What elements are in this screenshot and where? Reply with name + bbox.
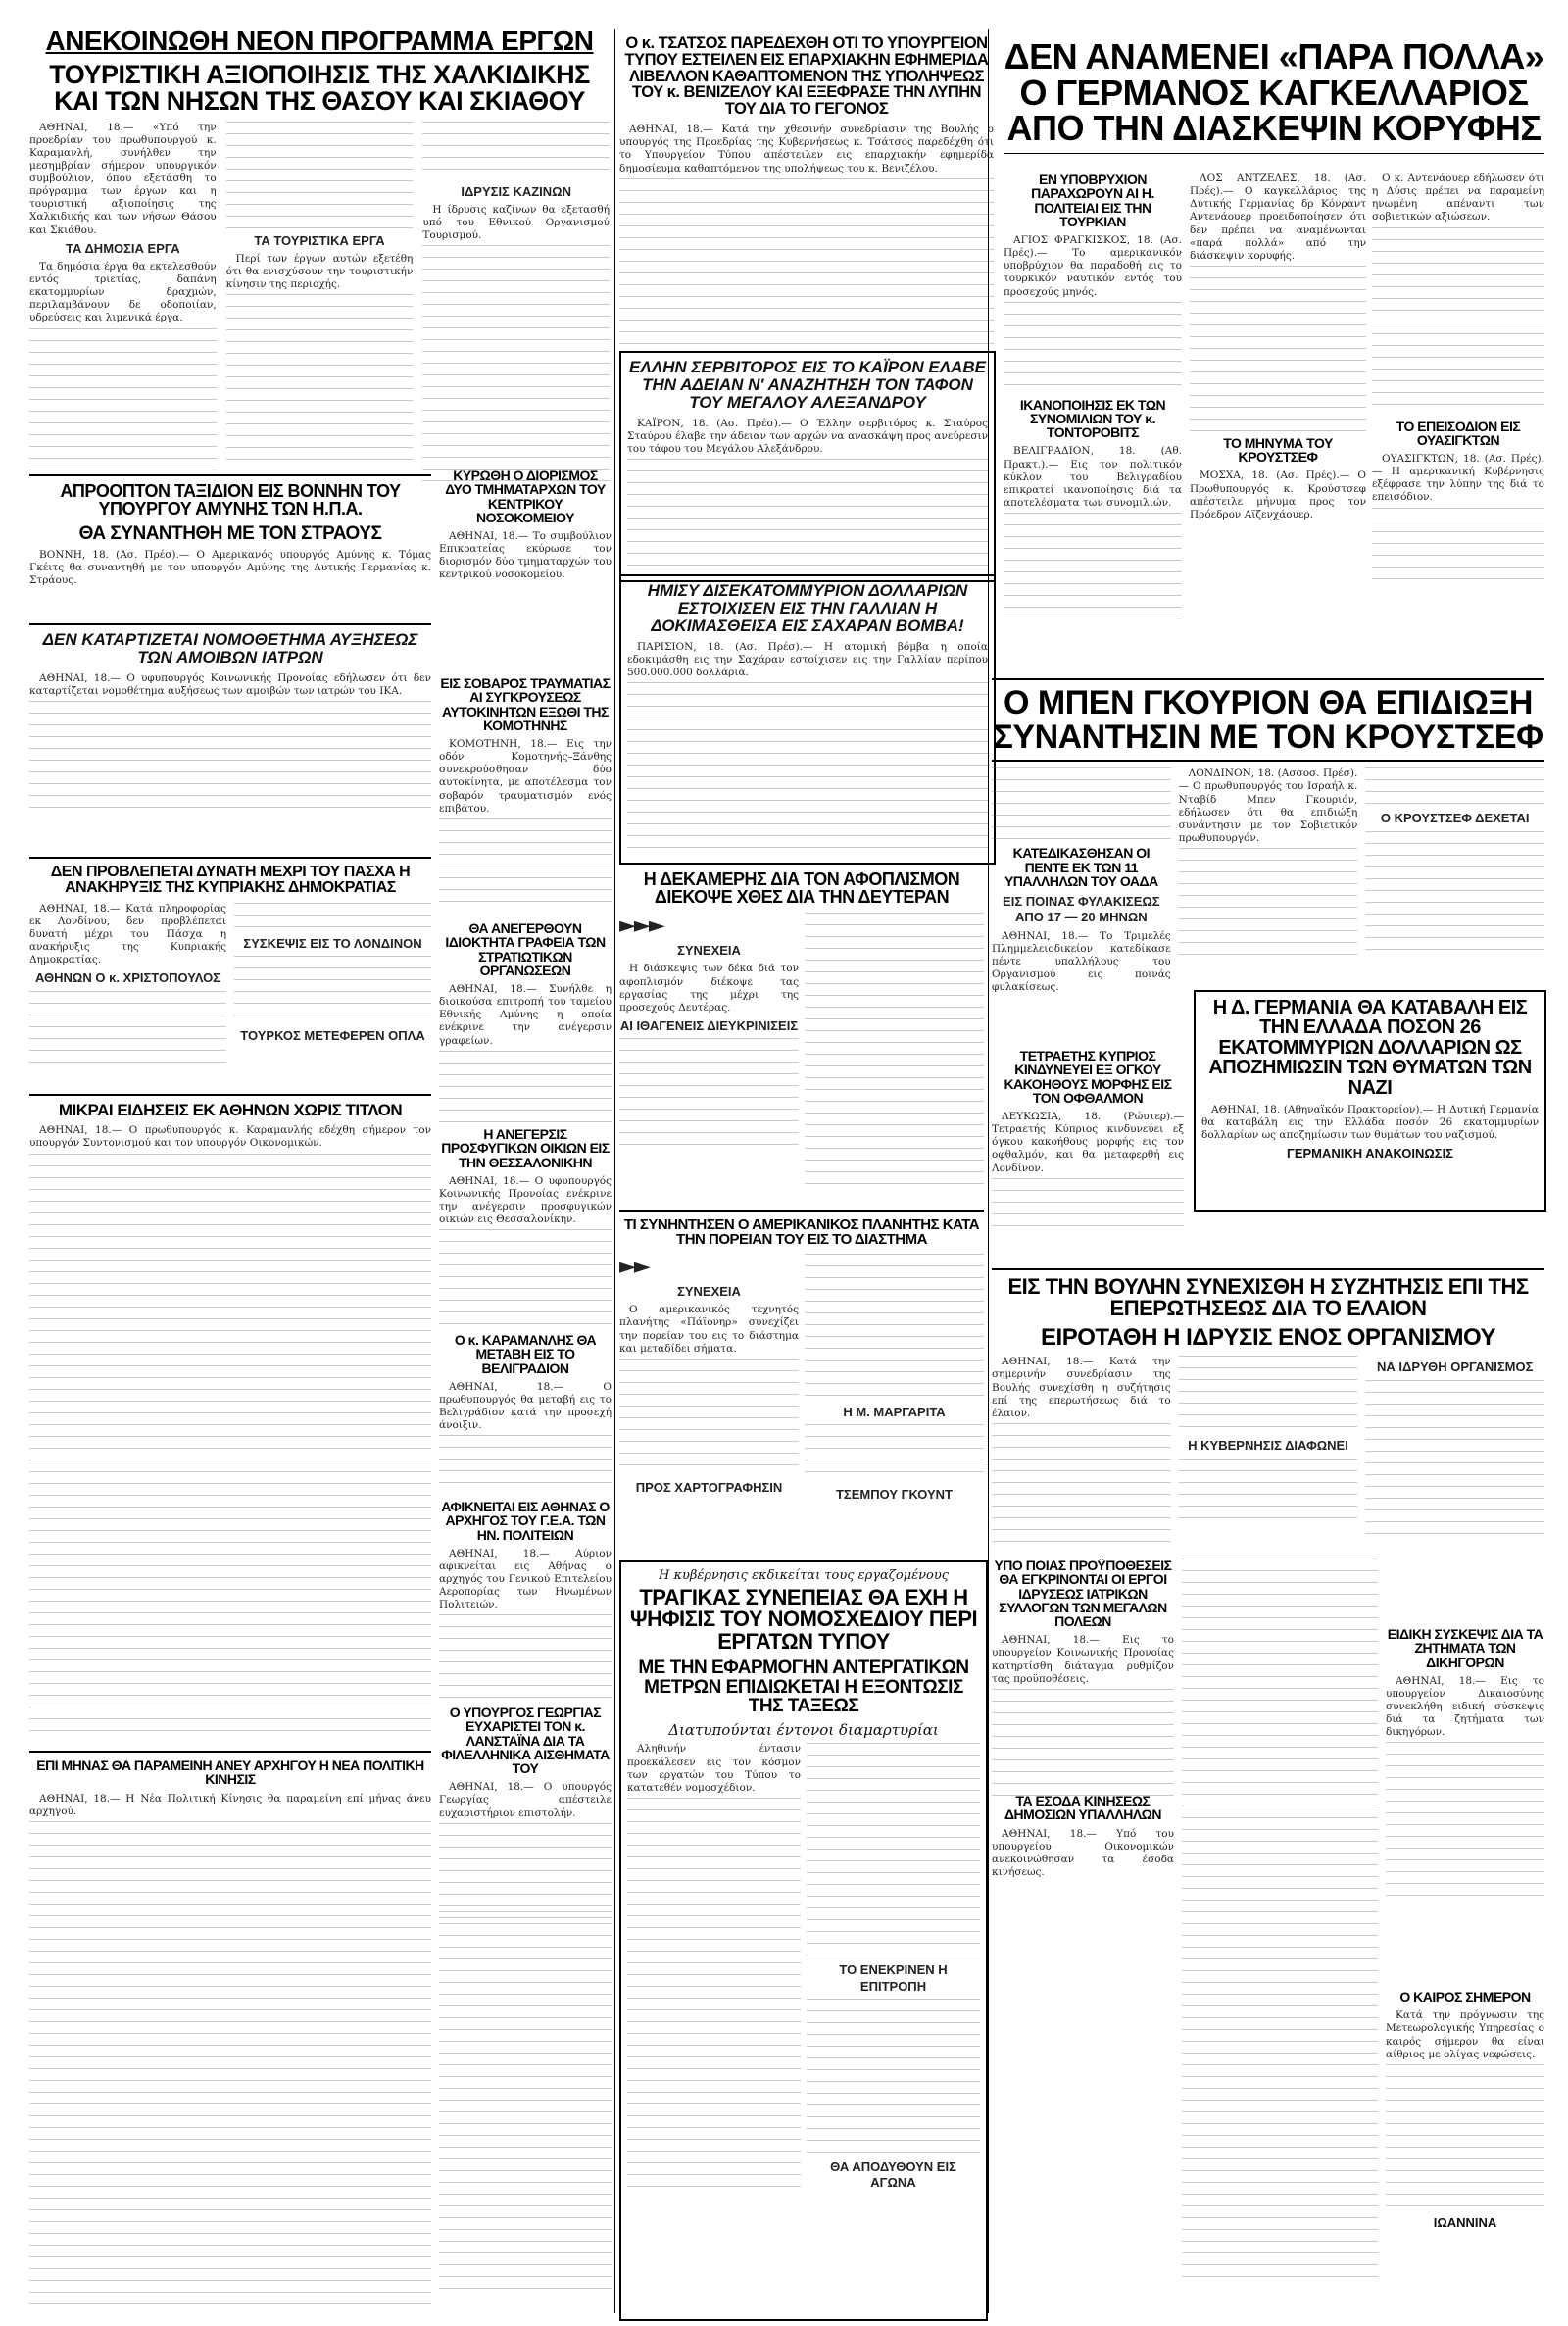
article-tourism-sub-casinos: ΙΔΡΥΣΙΣ ΚΑΖΙΝΩΝ bbox=[461, 183, 571, 199]
column-rule bbox=[988, 29, 989, 2313]
article-medical bbox=[992, 1559, 1174, 1784]
article-ben-gurion-body: ΛΟΝΔΙΝΟΝ, 18. (Ασσοσ. Πρέσ).— Ο πρωθυπουργός του Ισραήλ κ. Νταβίδ Μπεν Γκουριόν, εδήλωσεν ότι θα επιδιώξη συνάντησιν με τον Σοβιετικόν πρωθυπουργόν. bbox=[1178, 767, 1358, 844]
article-tourism-kicker: ΑΝΕΚΟΙΝΩΘΗ ΝΕΟΝ ΠΡΟΓΡΑΜΜΑ ΕΡΓΩΝ bbox=[45, 25, 594, 56]
article-pioneer-kicker: ΣΥΝΕΧΕΙΑ bbox=[677, 1284, 741, 1300]
article-oada-sub: ΕΙΣ ΠΟΙΝΑΣ ΦΥΛΑΚΙΣΕΩΣ ΑΠΟ 17 — 20 ΜΗΝΩΝ bbox=[1003, 894, 1160, 925]
article-tito-title: ΙΚΑΝΟΠΟΙΗΣΙΣ ΕΚ ΤΩΝ ΣΥΝΟΜΙΛΙΩΝ ΤΟΥ κ. ΤΟΝΤΟΡΟΒΙΤΣ bbox=[1019, 396, 1166, 441]
article-weather-title: Ο ΚΑΙΡΟΣ ΣΗΜΕΡΟΝ bbox=[1399, 1989, 1531, 2004]
article-chancellor-body-2: Ο κ. Αντενάουερ εδήλωσεν ότι η Δύσις πρέπει να παραμείνη ηνωμένη απέναντι των σοβιετικών αξιώσεων. bbox=[1372, 173, 1544, 223]
article-refugee-houses bbox=[439, 1127, 612, 1323]
article-ben-gurion-title: Ο ΜΠΕΝ ΓΚΟΥΡΙΟΝ ΘΑ ΕΠΙΔΙΩΞΗ ΣΥΝΑΝΤΗΣΙΝ ΜΕ ΤΟΝ ΚΡΟΥΣΤΣΕΦ bbox=[993, 684, 1544, 756]
article-olive-oil-sub-1: ΝΑ ΙΔΡΥΘΗ ΟΡΓΑΝΙΣΜΟΣ bbox=[1376, 1360, 1534, 1375]
article-cyprus-republic-sub-1: ΑΘΗΝΩΝ Ο κ. ΧΡΙΣΤΟΠΟΥΛΟΣ bbox=[35, 970, 220, 986]
article-olive-oil-title: ΕΙΣ ΤΗΝ ΒΟΥΛΗΝ ΣΥΝΕΧΙΣΘΗ Η ΣΥΖΗΤΗΣΙΣ ΕΠΙ ΤΗΣ ΕΠΕΡΩΤΗΣΕΩΣ ΔΙΑ ΤΟ ΕΛΑΙΟΝ bbox=[1007, 1274, 1529, 1321]
article-tourism-body: ΑΘΗΝΑΙ, 18.— «Υπό την προεδρίαν του πρωθυπουργού κ. Καραμανλή, συνήλθεν την μεσημβρίαν σήμερον υπουργικόν συμβούλιον, όπου εξετάσθη το πρόγραμμα των έργων και η τουριστική αξιοποίησις της Χαλκιδικής και των νήσων Θάσου και Σκιάθου. bbox=[29, 121, 217, 236]
article-germany-compensation-sub: ΓΕΡΜΑΝΙΚΗ ΑΝΑΚΟΙΝΩΣΙΣ bbox=[1287, 1146, 1453, 1162]
article-cyprus-child-body: ΛΕΥΚΩΣΙΑ, 18. (Ρώυτερ).— Τετραετής Κύπριος κινδυνεύει εξ όγκου κακοήθους μορφής εις τον οφθαλμόν, και θα μεταφερθή εις Λονδίνον. bbox=[992, 1111, 1184, 1174]
article-washington-body: ΟΥΑΣΙΓΚΤΩΝ, 18. (Ασ. Πρές).— Η αμερικανική Κυβέρνησις εξέφρασε την λύπην της διά το επεισόδιον. bbox=[1372, 453, 1544, 504]
article-olive-oil bbox=[992, 1262, 1544, 1557]
article-waiter bbox=[619, 351, 996, 582]
article-disarmament-title: Η ΔΕΚΑΜΕΡΗΣ ΔΙΑ ΤΟΝ ΑΦΟΠΛΙΣΜΟΝ ΔΙΕΚΟΨΕ ΧΘΕΣ ΔΙΑ ΤΗΝ ΔΕΥΤΕΡΑΝ bbox=[643, 869, 960, 908]
article-usaf-chief-title: ΑΦΙΚΝΕΙΤΑΙ ΕΙΣ ΑΘΗΝΑΣ Ο ΑΡΧΗΓΟΣ ΤΟΥ Γ.Ε.Α. ΤΩΝ ΗΝ. ΠΟΛΙΤΕΙΩΝ bbox=[441, 1499, 610, 1543]
article-pioneer bbox=[619, 1204, 984, 1557]
article-pioneer-body: Ο αμερικανικός τεχνητός πλανήτης «Πάϊονηρ» συνεχίζει την πορείαν του εις το διάστημα και μεταδίδει σήματα. bbox=[619, 1304, 799, 1355]
article-disarmament-body: Η διάσκεψις των δέκα διά τον αφοπλισμόν διέκοψε τας εργασίας της μέχρι της προσεχούς Δευτέρας. bbox=[619, 963, 799, 1014]
article-usaf-chief-body: ΑΘΗΝΑΙ, 18.— Αύριον αφικνείται εις Αθήνας ο αρχηγός του Γενικού Επιτελείου Αεροπορίας των Ηνωμένων Πολιτειών. bbox=[439, 1547, 612, 1611]
article-bonn-title-2: ΘΑ ΣΥΝΑΝΤΗΘΗ ΜΕ ΤΟΝ ΣΤΡΑΟΥΣ bbox=[78, 522, 382, 544]
article-komotini-body: ΚΟΜΟΤΗΝΗ, 18.— Εις την οδόν Κομοτηνής–Ξάνθης συνεκρούσθησαν δύο αυτοκίνητα, με αποτέλεσμα τον σοβαρόν τραυματισμόν ενός επιβάτου. bbox=[439, 738, 612, 815]
article-chancellor-text-2 bbox=[1372, 173, 1544, 653]
article-chancellor-text bbox=[1190, 173, 1366, 520]
article-karamanlis-title: Ο κ. ΚΑΡΑΜΑΝΛΗΣ ΘΑ ΜΕΤΑΒΗ ΕΙΣ ΤΟ ΒΕΛΙΓΡΑΔΙΟΝ bbox=[454, 1332, 597, 1376]
article-weather-body: Κατά την πρόγνωσιν της Μετεωρολογικής Υπηρεσίας ο καιρός σήμερον θα είναι αίθριος με ολίγας νεφώσεις. bbox=[1386, 2009, 1544, 2060]
article-germany-compensation-body: ΑΘΗΝΑΙ, 18. (Αθηναϊκόν Πρακτορείον).— Η Δυτική Γερμανία θα καταβάλη εις την Ελλάδα ποσόν 26 εκατομμυρίων δολλαρίων ως αποζημίωσιν των θυμάτων του ναζισμού. bbox=[1201, 1103, 1539, 1142]
article-press-workers-sub-3: ΘΑ ΑΠΟΔΥΘΟΥΝ ΕΙΣ ΑΓΩΝΑ bbox=[830, 2158, 956, 2191]
article-tourism-title: ΤΟΥΡΙΣΤΙΚΗ ΑΞΙΟΠΟΙΗΣΙΣ ΤΗΣ ΧΑΛΚΙΔΙΚΗΣ ΚΑΙ ΤΩΝ ΝΗΣΩΝ ΤΗΣ ΘΑΣΟΥ ΚΑΙ ΣΚΙΑΘΟΥ bbox=[49, 59, 590, 117]
article-refugee-houses-title: Η ΑΝΕΓΕΡΣΙΣ ΠΡΟΣΦΥΓΙΚΩΝ ΟΙΚΙΩΝ ΕΙΣ ΤΗΝ ΘΕΣΣΑΛΟΝΙΚΗΝ bbox=[441, 1126, 610, 1170]
article-olive-oil-title-2: ΕΙΡΟΤΑΘΗ Η ΙΔΡΥΣΙΣ ΕΝΟΣ ΟΡΓΑΝΙΣΜΟΥ bbox=[1041, 1323, 1495, 1351]
olive-oil-continued bbox=[1182, 1559, 1378, 2303]
article-weather-sub: ΙΩΑΝΝΙΝΑ bbox=[1433, 2214, 1497, 2230]
article-cyprus-republic-sub-3: ΤΟΥΡΚΟΣ ΜΕΤΕΦΕΡΕΝ ΟΠΛΑ bbox=[240, 1027, 425, 1043]
article-press-workers-title-2: ΜΕ ΤΗΝ ΕΦΑΡΜΟΓΗΝ ΑΝΤΕΡΓΑΤΙΚΩΝ ΜΕΤΡΩΝ ΕΠΙΔΙΩΚΕΤΑΙ Η ΕΞΟΝΤΩΣΙΣ ΤΗΣ ΤΑΞΕΩΣ bbox=[638, 1658, 969, 1717]
article-submarine-body: ΑΓΙΟΣ ΦΡΑΓΚΙΣΚΟΣ, 18. (Ασ. Πρές).— Το αμερικανικόν υποβρύχιον θα παραδοθή εις το τουρκικόν ναυτικόν εντός του προσεχούς μηνός. bbox=[1004, 234, 1182, 298]
column-rule bbox=[614, 29, 615, 2313]
article-doctors-body: ΑΘΗΝΑΙ, 18.— Ο υφυπουργός Κοινωνικής Προνοίας εδήλωσεν ότι δεν καταρτίζεται νομοθέτημα αυξήσεως των αμοιβών των ιατρών του ΙΚΑ. bbox=[29, 671, 431, 697]
article-karamanlis bbox=[439, 1333, 612, 1490]
article-short-news-title: ΜΙΚΡΑΙ ΕΙΔΗΣΕΙΣ ΕΚ ΑΘΗΝΩΝ ΧΩΡΙΣ ΤΙΤΛΟΝ bbox=[58, 1101, 403, 1119]
article-tsatsos bbox=[619, 35, 994, 349]
article-komotini bbox=[439, 676, 612, 912]
article-ben-gurion-sub: Ο ΚΡΟΥΣΤΣΕΦ ΔΕΧΕΤΑΙ bbox=[1380, 811, 1530, 826]
article-ben-gurion bbox=[992, 672, 1544, 994]
article-bonn bbox=[29, 469, 431, 596]
article-cyprus-child bbox=[992, 1049, 1184, 1255]
article-new-movement bbox=[29, 1745, 431, 2303]
article-submarine bbox=[1004, 173, 1182, 594]
article-bomb-title: ΗΜΙΣΥ ΔΙΣΕΚΑΤΟΜΜΥΡΙΟΝ ΔΟΛΛΑΡΙΩΝ ΕΣΤΟΙΧΙΣΕΝ ΕΙΣ ΤΗΝ ΓΑΛΛΙΑΝ Η ΔΟΚΙΜΑΣΘΕΙΣΑ ΕΙΣ ΣΑΧΑΡΑΝ ΒΟΜΒΑ! bbox=[647, 581, 968, 635]
article-press-workers-title: ΤΡΑΓΙΚΑΣ ΣΥΝΕΠΕΙΑΣ ΘΑ ΕΧΗ Η ΨΗΦΙΣΙΣ ΤΟΥ ΝΟΜΟΣΧΕΔΙΟΥ ΠΕΡΙ ΕΡΓΑΤΩΝ ΤΥΠΟΥ bbox=[629, 1585, 978, 1654]
article-tourism-sub-touristic: ΤΑ ΤΟΥΡΙΣΤΙΚΑ ΕΡΓΑ bbox=[254, 232, 385, 248]
article-new-movement-body: ΑΘΗΝΑΙ, 18.— Η Νέα Πολιτική Κίνησις θα παραμείνη επί μήνας άνευ αρχηγού. bbox=[29, 1792, 431, 1817]
article-military-offices-title: ΘΑ ΑΝΕΓΕΡΘΟΥΝ ΙΔΙΟΚΤΗΤΑ ΓΡΑΦΕΙΑ ΤΩΝ ΣΤΡΑΤΙΩΤΙΚΩΝ ΟΡΓΑΝΩΣΕΩΝ bbox=[445, 920, 606, 978]
article-hospital-body: ΑΘΗΝΑΙ, 18.— Το συμβούλιον Επικρατείας εκύρωσε τον διορισμόν δύο τμηματαρχών του κεντρικού νοσοκομείου. bbox=[439, 530, 612, 581]
article-short-news bbox=[29, 1088, 431, 1735]
article-tourism-body-4: Η ίδρυσις καζίνων θα εξετασθή υπό του Εθνικού Οργανισμού Τουρισμού. bbox=[422, 203, 611, 242]
article-disarmament-sub: ΑΙ ΙΘΑΓΕΝΕΙΣ ΔΙΕΥΚΡΙΝΙΣΕΙΣ bbox=[619, 1017, 799, 1033]
article-cyprus-republic-sub-2: ΣΥΣΚΕΨΙΣ ΕΙΣ ΤΟ ΛΟΝΔΙΝΟΝ bbox=[243, 935, 422, 951]
article-pioneer-sub-1: Η Μ. ΜΑΡΓΑΡΙΤΑ bbox=[843, 1404, 946, 1419]
article-press-workers-sub: Διατυπούνται έντονοι διαμαρτυρίαι bbox=[668, 1721, 939, 1740]
article-oada-body: ΑΘΗΝΑΙ, 18.— Το Τριμελές Πλημμελειοδικείον κατεδίκασε πέντε υπαλλήλους του Οργανισμού εις ποινάς φυλακίσεως. bbox=[992, 929, 1171, 994]
article-chancellor-body: ΛΟΣ ΑΝΤΖΕΛΕΣ, 18. (Ασ. Πρές).— Ο καγκελλάριος της Δυτικής Γερμανίας δρ Κόνραντ Αντενάουερ προειδοποίησεν ότι δεν πρέπει να αναμένωνται «παρά πολλά» από την διάσκεψιν κορυφής. bbox=[1190, 173, 1366, 262]
article-chancellor-title: ΔΕΝ ΑΝΑΜΕΝΕΙ «ΠΑΡΑ ΠΟΛΛΑ» Ο ΓΕΡΜΑΝΟΣ ΚΑΓΚΕΛΛΑΡΙΟΣ ΑΠΟ ΤΗΝ ΔΙΑΣΚΕΨΙΝ ΚΟΡΥΦΗΣ bbox=[1004, 36, 1544, 149]
article-civil-servants bbox=[992, 1794, 1174, 1941]
article-tourism-sub-public: ΤΑ ΔΗΜΟΣΙΑ ΕΡΓΑ bbox=[65, 240, 180, 256]
article-lawyers-title: ΕΙΔΙΚΗ ΣΥΣΚΕΨΙΣ ΔΙΑ ΤΑ ΖΗΤΗΜΑΤΑ ΤΩΝ ΔΙΚΗΓΟΡΩΝ bbox=[1387, 1626, 1544, 1670]
article-germany-compensation bbox=[1194, 990, 1546, 1212]
article-bomb bbox=[619, 574, 996, 865]
article-press-workers-kicker: Η κυβέρνησις εκδικείται τους εργαζομένους bbox=[658, 1568, 950, 1583]
article-washington-title: ΤΟ ΕΠΕΙΣΟΔΙΟΝ ΕΙΣ ΟΥΑΣΙΓΚΤΩΝ bbox=[1396, 418, 1521, 448]
article-military-offices bbox=[439, 921, 612, 1117]
article-short-news-body: ΑΘΗΝΑΙ, 18.— Ο πρωθυπουργός κ. Καραμανλής εδέχθη σήμερον τον υπουργόν Συντονισμού και τον υπουργόν Οικονομικών. bbox=[29, 1124, 431, 1150]
article-medical-title: ΥΠΟ ΠΟΙΑΣ ΠΡΟΫΠΟΘΕΣΕΙΣ ΘΑ ΕΓΚΡΙΝΟΝΤΑΙ ΟΙ ΕΡΓΟΙ ΙΔΡΥΣΕΩΣ ΙΑΤΡΙΚΩΝ ΣΥΛΛΟΓΩΝ ΤΩΝ ΜΕΓΑΛΩΝ ΠΟΛΕΩΝ bbox=[994, 1558, 1172, 1630]
article-bonn-title: ΑΠΡΟΟΠΤΟΝ ΤΑΞΙΔΙΟΝ ΕΙΣ ΒΟΝΝΗΝ ΤΟΥ ΥΠΟΥΡΓΟΥ ΑΜΥΝΗΣ ΤΩΝ Η.Π.Α. bbox=[60, 481, 401, 520]
article-press-workers-body: Αληθινήν έντασιν προεκάλεσεν εις τον κόσμον των εργατών του Τύπου το κατατεθέν νομοσχέδιον. bbox=[627, 1743, 801, 1794]
article-medical-body: ΑΘΗΝΑΙ, 18.— Εις το υπουργείον Κοινωνικής Προνοίας κατηρτίσθη διάταγμα ρυθμίζον τας προϋποθέσεις. bbox=[992, 1634, 1174, 1685]
article-bonn-body: ΒΟΝΝΗ, 18. (Ασ. Πρέσ).— Ο Αμερικανός υπουργός Αμύνης κ. Τόμας Γκέιτς θα συναντηθή με τον υπουργόν Αμύνης της Δυτικής Γερμανίας κ. Στράους. bbox=[29, 549, 431, 587]
article-khrushchev-message-title: ΤΟ ΜΗΝΥΜΑ ΤΟΥ ΚΡΟΥΣΤΣΕΦ bbox=[1223, 434, 1333, 466]
article-civil-servants-body: ΑΘΗΝΑΙ, 18.— Υπό του υπουργείου Οικονομικών ανεκοινώθησαν τα έσοδα κινήσεως. bbox=[992, 1827, 1174, 1878]
article-waiter-body: ΚΑΪΡΟΝ, 18. (Ασ. Πρέσ).— Ο Έλλην σερβιτόρος κ. Σταύρος Σταύρου έλαβε την άδειαν των αρχών να ανασκάψη προς ανεύρεσιν του τάφου του Μεγάλου Αλεξάνδρου. bbox=[627, 417, 988, 455]
article-lawyers-body: ΑΘΗΝΑΙ, 18.— Εις το υπουργείον Δικαιοσύνης συνεκλήθη ειδική σύσκεψις διά τα ζητήματα των δικηγόρων. bbox=[1386, 1674, 1544, 1739]
article-doctors-title: ΔΕΝ ΚΑΤΑΡΤΙΖΕΤΑΙ ΝΟΜΟΘΕΤΗΜΑ ΑΥΞΗΣΕΩΣ ΤΩΝ ΑΜΟΙΒΩΝ ΙΑΤΡΩΝ bbox=[42, 630, 418, 667]
article-hospital-title: ΚΥΡΩΘΗ Ο ΔΙΟΡΙΣΜΟΣ ΔΥΟ ΤΜΗΜΑΤΑΡΧΩΝ ΤΟΥ ΚΕΝΤΡΙΚΟΥ ΝΟΣΟΚΟΜΕΙΟΥ bbox=[445, 468, 606, 525]
article-komotini-title: ΕΙΣ ΣΟΒΑΡΟΣ ΤΡΑΥΜΑΤΙΑΣ ΑΙ ΣΥΓΚΡΟΥΣΕΩΣ ΑΥΤΟΚΙΝΗΤΩΝ ΕΞΩΘΙ ΤΗΣ ΚΟΜΟΤΗΝΗΣ bbox=[440, 675, 611, 733]
article-tourism-body-2: Τα δημόσια έργα θα εκτελεσθούν εντός τριετίας, δαπάνη εκατομμυρίων δραχμών, περιλαμβάνουν δε οδοποιίαν, υδρεύσεις και λιμενικά έργα. bbox=[29, 260, 217, 324]
article-agriculture-body: ΑΘΗΝΑΙ, 18.— Ο υπουργός Γεωργίας απέστειλε ευχαριστήριον επιστολήν. bbox=[439, 1781, 612, 1819]
article-refugee-houses-body: ΑΘΗΝΑΙ, 18.— Ο υφυπουργός Κοινωνικής Προνοίας ενέκρινε την ανέγερσιν προσφυγικών οικιών εις Θεσσαλονίκην. bbox=[439, 1174, 612, 1226]
article-submarine-title: ΕΝ ΥΠΟΒΡΥΧΙΟΝ ΠΑΡΑΧΩΡΟΥΝ ΑΙ Η. ΠΟΛΙΤΕΙΑΙ ΕΙΣ ΤΗΝ ΤΟΥΡΚΙΑΝ bbox=[1031, 172, 1154, 229]
article-tourism bbox=[29, 27, 610, 459]
article-karamanlis-body: ΑΘΗΝΑΙ, 18.— Ο πρωθυπουργός θα μεταβή εις το Βελιγράδιον κατά την προσεχή άνοιξιν. bbox=[439, 1380, 612, 1432]
left-column-continued bbox=[439, 1911, 612, 2303]
article-cyprus-child-title: ΤΕΤΡΑΕΤΗΣ ΚΥΠΡΙΟΣ ΚΙΝΔΥΝΕΥΕΙ ΕΞ ΟΓΚΟΥ ΚΑΚΟΗΘΟΥΣ ΜΟΡΦΗΣ ΕΙΣ ΤΟΝ ΟΦΘΑΛΜΟΝ bbox=[1004, 1048, 1172, 1106]
article-olive-oil-sub-2: Η ΚΥΒΕΡΝΗΣΙΣ ΔΙΑΦΩΝΕΙ bbox=[1188, 1438, 1348, 1454]
article-weather bbox=[1386, 1990, 1544, 2303]
article-military-offices-body: ΑΘΗΝΑΙ, 18.— Συνήλθε η διοικούσα επιτροπή του ταμείου Εθνικής Αμύνης η οποία ενέκρινε την ανέγερσιν γραφείων. bbox=[439, 983, 612, 1047]
article-lawyers bbox=[1386, 1627, 1544, 1921]
article-oada-title: ΚΑΤΕΔΙΚΑΣΘΗΣΑΝ ΟΙ ΠΕΝΤΕ ΕΚ ΤΩΝ 11 ΥΠΑΛΛΗΛΩΝ ΤΟΥ ΟΑΔΑ bbox=[1004, 845, 1158, 889]
article-civil-servants-title: ΤΑ ΕΣΟΔΑ ΚΙΝΗΣΕΩΣ ΔΗΜΟΣΙΩΝ ΥΠΑΛΛΗΛΩΝ bbox=[1004, 1793, 1161, 1823]
article-germany-compensation-title: Η Δ. ΓΕΡΜΑΝΙΑ ΘΑ ΚΑΤΑΒΑΛΗ ΕΙΣ ΤΗΝ ΕΛΛΑΔΑ ΠΟΣΟΝ 26 ΕΚΑΤΟΜΜΥΡΙΩΝ ΔΟΛΛΑΡΙΩΝ ΩΣ ΑΠΟΖΗΜΙΩΣΙΝ ΤΩΝ ΘΥΜΑΤΩΝ ΤΩΝ ΝΑΖΙ bbox=[1208, 997, 1532, 1099]
article-pioneer-sub-3: ΤΣΕΜΠΟΥ ΓΚΟΥΝΤ bbox=[835, 1486, 954, 1502]
article-pioneer-title: ΤΙ ΣΥΝΗΝΤΗΣΕΝ Ο ΑΜΕΡΙΚΑΝΙΚΟΣ ΠΛΑΝΗΤΗΣ ΚΑΤΑ ΤΗΝ ΠΟΡΕΙΑΝ ΤΟΥ ΕΙΣ ΤΟ ΔΙΑΣΤΗΜΑ bbox=[623, 1216, 980, 1249]
article-cyprus-republic-body: ΑΘΗΝΑΙ, 18.— Κατά πληροφορίας εκ Λονδίνου, δεν προβλέπεται δυνατή μέχρι του Πάσχα η ανακήρυξις της Κυπριακής Δημοκρατίας. bbox=[29, 902, 226, 966]
continued-arrows-icon-2: ►► bbox=[619, 1253, 649, 1279]
article-disarmament-kicker: ΣΥΝΕΧΕΙΑ bbox=[677, 943, 741, 959]
article-olive-oil-body: ΑΘΗΝΑΙ, 18.— Κατά την σημερινήν συνεδρίασιν της Βουλής συνεχίσθη η συζήτησις επί της επερωτήσεως διά το έλαιον. bbox=[992, 1356, 1171, 1419]
article-usaf-chief bbox=[439, 1500, 612, 1696]
article-agriculture-title: Ο ΥΠΟΥΡΓΟΣ ΓΕΩΡΓΙΑΣ ΕΥΧΑΡΙΣΤΕΙ ΤΟΝ κ. ΛΑΝΣΤΑΪΝΑ ΔΙΑ ΤΑ ΦΙΛΕΛΛΗΝΙΚΑ ΑΙΣΘΗΜΑΤΑ ΤΟΥ bbox=[441, 1705, 610, 1777]
article-doctors bbox=[29, 618, 431, 843]
article-tsatsos-body: ΑΘΗΝΑΙ, 18.— Κατά την χθεσινήν συνεδρίασιν της Βουλής ο υπουργός της Προεδρίας της Κυβερνήσεως κ. Τσάτσος παρεδέχθη ότι το Υπουργείον Τύπου απέστειλεν εις επαρχιακήν εφημερίδα δημοσίευμα καθαπτόμενον της υπολήψεως του κ. Βενιζέλου. bbox=[619, 124, 994, 174]
article-khrushchev-message-body: ΜΟΣΧΑ, 18. (Ασ. Πρές).— Ο Πρωθυπουργός κ. Κρούστσεφ απέστειλε μήνυμα προς τον Πρόεδρον Αϊζενχάουερ. bbox=[1190, 470, 1366, 520]
article-new-movement-title: ΕΠΙ ΜΗΝΑΣ ΘΑ ΠΑΡΑΜΕΙΝΗ ΑΝΕΥ ΑΡΧΗΓΟΥ Η ΝΕΑ ΠΟΛΙΤΙΚΗ ΚΙΝΗΣΙΣ bbox=[36, 1757, 424, 1788]
article-press-workers-sub-2: ΤΟ ΕΝΕΚΡΙΝΕΝ Η ΕΠΙΤΡΟΠΗ bbox=[839, 1962, 948, 1994]
article-press-workers bbox=[619, 1560, 988, 2321]
article-waiter-title: ΕΛΛΗΝ ΣΕΡΒΙΤΟΡΟΣ ΕΙΣ ΤΟ ΚΑΪΡΟΝ ΕΛΑΒΕ ΤΗΝ ΑΔΕΙΑΝ Ν' ΑΝΑΖΗΤΗΣΗ ΤΟΝ ΤΑΦΟΝ ΤΟΥ ΜΕΓΑΛΟΥ ΑΛΕΞΑΝΔΡΟΥ bbox=[629, 358, 986, 412]
article-hospital bbox=[439, 469, 612, 665]
article-disarmament bbox=[619, 857, 984, 1200]
continued-arrows-icon: ►►► bbox=[619, 912, 663, 938]
article-bomb-body: ΠΑΡΙΣΙΟΝ, 18. (Ασ. Πρέσ).— Η ατομική βόμβα η οποία εδοκιμάσθη εις την Σαχάραν εστοίχισεν εις την Γαλλίαν περίπου 500.000.000 δολλάρια. bbox=[627, 640, 988, 678]
article-pioneer-sub-2: ΠΡΟΣ ΧΑΡΤΟΓΡΑΦΗΣΙΝ bbox=[635, 1479, 783, 1495]
article-tsatsos-title: Ο κ. ΤΣΑΤΣΟΣ ΠΑΡΕΔΕΧΘΗ ΟΤΙ ΤΟ ΥΠΟΥΡΓΕΙΟΝ ΤΥΠΟΥ ΕΣΤΕΙΛΕΝ ΕΙΣ ΕΠΑΡΧΙΑΚΗΝ ΕΦΗΜΕΡΙΔΑ ΛΙΒΕΛΛΟΝ ΚΑΘΑΠΤΟΜΕΝΟΝ ΤΗΣ ΥΠΟΛΗΨΕΩΣ ΤΟΥ κ. ΒΕΝΙΖΕΛΟΥ ΚΑΙ ΕΞΕΦΡΑΣΕ ΤΗΝ ΛΥΠΗΝ ΤΟΥ ΔΙΑ ΤΟ ΓΕΓΟΝΟΣ bbox=[624, 34, 989, 119]
article-cyprus-republic-title: ΔΕΝ ΠΡΟΒΛΕΠΕΤΑΙ ΔΥΝΑΤΗ ΜΕΧΡΙ ΤΟΥ ΠΑΣΧΑ Η ΑΝΑΚΗΡΥΞΙΣ ΤΗΣ ΚΥΠΡΙΑΚΗΣ ΔΗΜΟΚΡΑΤΙΑΣ bbox=[50, 864, 411, 897]
article-cyprus-republic bbox=[29, 851, 431, 1086]
article-agriculture bbox=[439, 1706, 612, 1902]
article-tito-body: ΒΕΛΙΓΡΑΔΙΟΝ, 18. (Αθ. Πρακτ.).— Εις τον πολιτικόν κύκλον του Βελιγραδίου επικρατεί ικανοποίησις διά τα αποτελέσματα των συνομιλιών. bbox=[1004, 445, 1182, 509]
article-tourism-body-3: Περί των έργων αυτών εξετέθη ότι θα ενισχύσουν την τουριστικήν κίνησιν της περιοχής. bbox=[225, 252, 414, 291]
